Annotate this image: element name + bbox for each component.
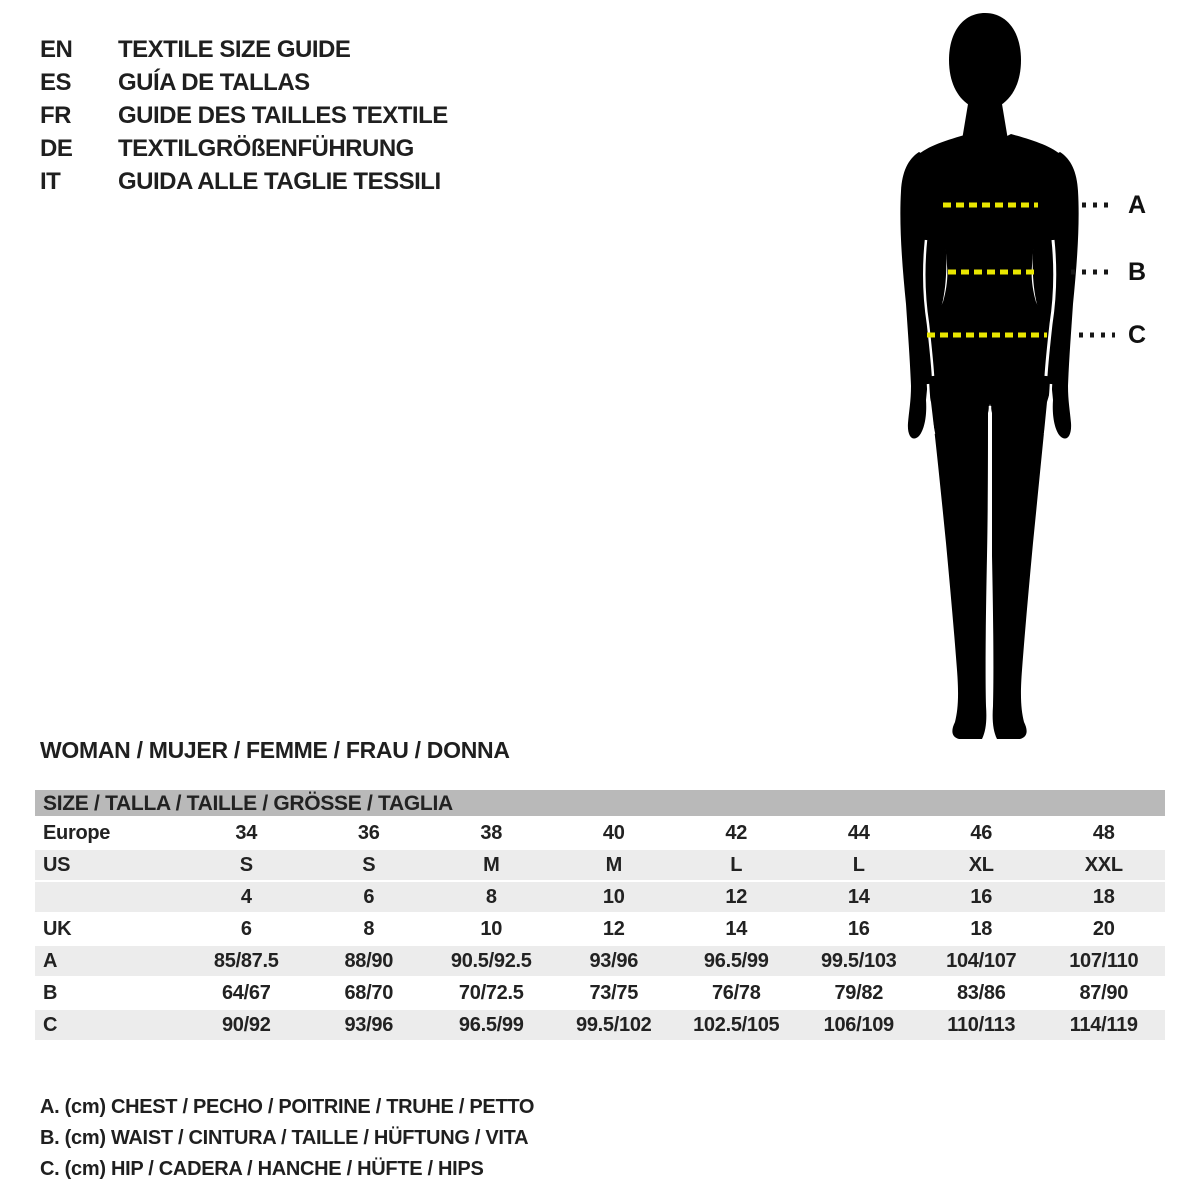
table-cell: 44 bbox=[847, 821, 870, 844]
table-row bbox=[35, 914, 1165, 944]
legend-chest: A. (cm) CHEST / PECHO / POITRINE / TRUHE / PETTO bbox=[40, 1096, 535, 1118]
guide-title: GUIDA ALLE TAGLIE TESSILI bbox=[118, 167, 441, 195]
table-cell: 40 bbox=[602, 821, 625, 844]
table-cell: 48 bbox=[1092, 821, 1115, 844]
table-cell: XL bbox=[968, 853, 994, 876]
table-cell: 107/110 bbox=[1069, 949, 1139, 972]
table-cell: 18 bbox=[1092, 885, 1115, 908]
language-code: FR bbox=[40, 101, 71, 129]
size-table-body bbox=[35, 818, 1165, 1040]
table-cell: 106/109 bbox=[823, 1013, 894, 1036]
table-cell: 38 bbox=[480, 821, 503, 844]
measure-label-b: B bbox=[1128, 258, 1147, 286]
table-cell: 99.5/102 bbox=[576, 1013, 652, 1036]
guide-title: GUÍA DE TALLAS bbox=[118, 68, 310, 96]
row-label: B bbox=[43, 981, 58, 1004]
language-code: ES bbox=[40, 68, 72, 96]
table-cell: 96.5/99 bbox=[703, 949, 769, 972]
table-cell: 88/90 bbox=[344, 949, 394, 972]
table-cell: 79/82 bbox=[834, 981, 884, 1004]
table-cell: 83/86 bbox=[956, 981, 1006, 1004]
row-label: A bbox=[43, 949, 58, 972]
guide-title: TEXTILE SIZE GUIDE bbox=[118, 35, 351, 63]
language-code: EN bbox=[40, 35, 73, 63]
table-cell: 20 bbox=[1092, 917, 1115, 940]
table-cell: 18 bbox=[970, 917, 993, 940]
language-row bbox=[40, 165, 448, 198]
table-cell: 46 bbox=[970, 821, 993, 844]
table-row bbox=[35, 818, 1165, 848]
table-cell: S bbox=[362, 853, 376, 876]
table-cell: 4 bbox=[240, 885, 252, 908]
table-cell: 10 bbox=[480, 917, 503, 940]
table-cell: 96.5/99 bbox=[458, 1013, 524, 1036]
woman-silhouette-icon bbox=[895, 8, 1160, 745]
table-cell: 114/119 bbox=[1069, 1013, 1138, 1036]
guide-title: TEXTILGRÖßENFÜHRUNG bbox=[118, 134, 414, 162]
table-cell: 93/96 bbox=[589, 949, 639, 972]
language-code: DE bbox=[40, 134, 73, 162]
legend-hip: C. (cm) HIP / CADERA / HANCHE / HÜFTE / HIPS bbox=[40, 1158, 484, 1180]
table-cell: 104/107 bbox=[946, 949, 1017, 972]
table-cell: 102.5/105 bbox=[693, 1013, 780, 1036]
table-cell: 90.5/92.5 bbox=[450, 949, 532, 972]
table-cell: 8 bbox=[485, 885, 497, 908]
row-label: C bbox=[43, 1013, 58, 1036]
row-label: UK bbox=[43, 917, 72, 940]
guide-title: GUIDE DES TAILLES TEXTILE bbox=[118, 101, 448, 129]
table-row bbox=[35, 978, 1165, 1008]
table-cell: 10 bbox=[602, 885, 625, 908]
language-title-list bbox=[40, 33, 448, 198]
table-cell: L bbox=[730, 853, 743, 876]
size-table-header: SIZE / TALLA / TAILLE / GRÖSSE / TAGLIA bbox=[35, 790, 1165, 816]
table-cell: 36 bbox=[357, 821, 380, 844]
table-cell: 99.5/103 bbox=[821, 949, 897, 972]
size-table bbox=[35, 790, 1165, 1042]
table-cell: 34 bbox=[235, 821, 258, 844]
table-cell: S bbox=[239, 853, 253, 876]
language-code: IT bbox=[40, 167, 61, 195]
table-cell: 16 bbox=[970, 885, 993, 908]
table-cell: 76/78 bbox=[711, 981, 761, 1004]
table-cell: M bbox=[605, 853, 622, 876]
measure-label-c: C bbox=[1128, 321, 1147, 349]
language-row bbox=[40, 99, 448, 132]
table-cell: 68/70 bbox=[344, 981, 394, 1004]
table-cell: L bbox=[852, 853, 865, 876]
table-row bbox=[35, 882, 1165, 912]
language-row bbox=[40, 132, 448, 165]
table-cell: 6 bbox=[240, 917, 252, 940]
table-cell: 73/75 bbox=[589, 981, 639, 1004]
table-cell: 64/67 bbox=[221, 981, 271, 1004]
measurement-legend bbox=[40, 1092, 534, 1185]
table-cell: 90/92 bbox=[221, 1013, 271, 1036]
measure-label-a: A bbox=[1128, 191, 1147, 219]
section-title: WOMAN / MUJER / FEMME / FRAU / DONNA bbox=[40, 737, 510, 763]
table-cell: 42 bbox=[725, 821, 748, 844]
table-cell: 14 bbox=[725, 917, 748, 940]
table-cell: 70/72.5 bbox=[458, 981, 524, 1004]
table-cell: 85/87.5 bbox=[213, 949, 279, 972]
row-label: Europe bbox=[43, 821, 111, 844]
table-cell: 12 bbox=[602, 917, 625, 940]
table-cell: 14 bbox=[847, 885, 870, 908]
legend-waist: B. (cm) WAIST / CINTURA / TAILLE / HÜFTUNG / VITA bbox=[40, 1127, 529, 1149]
table-row bbox=[35, 946, 1165, 976]
table-cell: XXL bbox=[1084, 853, 1123, 876]
language-row bbox=[40, 33, 448, 66]
language-row bbox=[40, 66, 448, 99]
table-row bbox=[35, 1010, 1165, 1040]
woman-silhouette-figure bbox=[895, 8, 1160, 745]
table-row bbox=[35, 850, 1165, 880]
row-label: US bbox=[43, 853, 71, 876]
table-cell: 8 bbox=[363, 917, 375, 940]
table-cell: 6 bbox=[363, 885, 375, 908]
table-cell: 12 bbox=[725, 885, 748, 908]
table-cell: 87/90 bbox=[1079, 981, 1129, 1004]
table-cell: 93/96 bbox=[344, 1013, 394, 1036]
table-cell: 110/113 bbox=[947, 1013, 1016, 1036]
table-cell: M bbox=[483, 853, 500, 876]
table-cell: 16 bbox=[847, 917, 870, 940]
